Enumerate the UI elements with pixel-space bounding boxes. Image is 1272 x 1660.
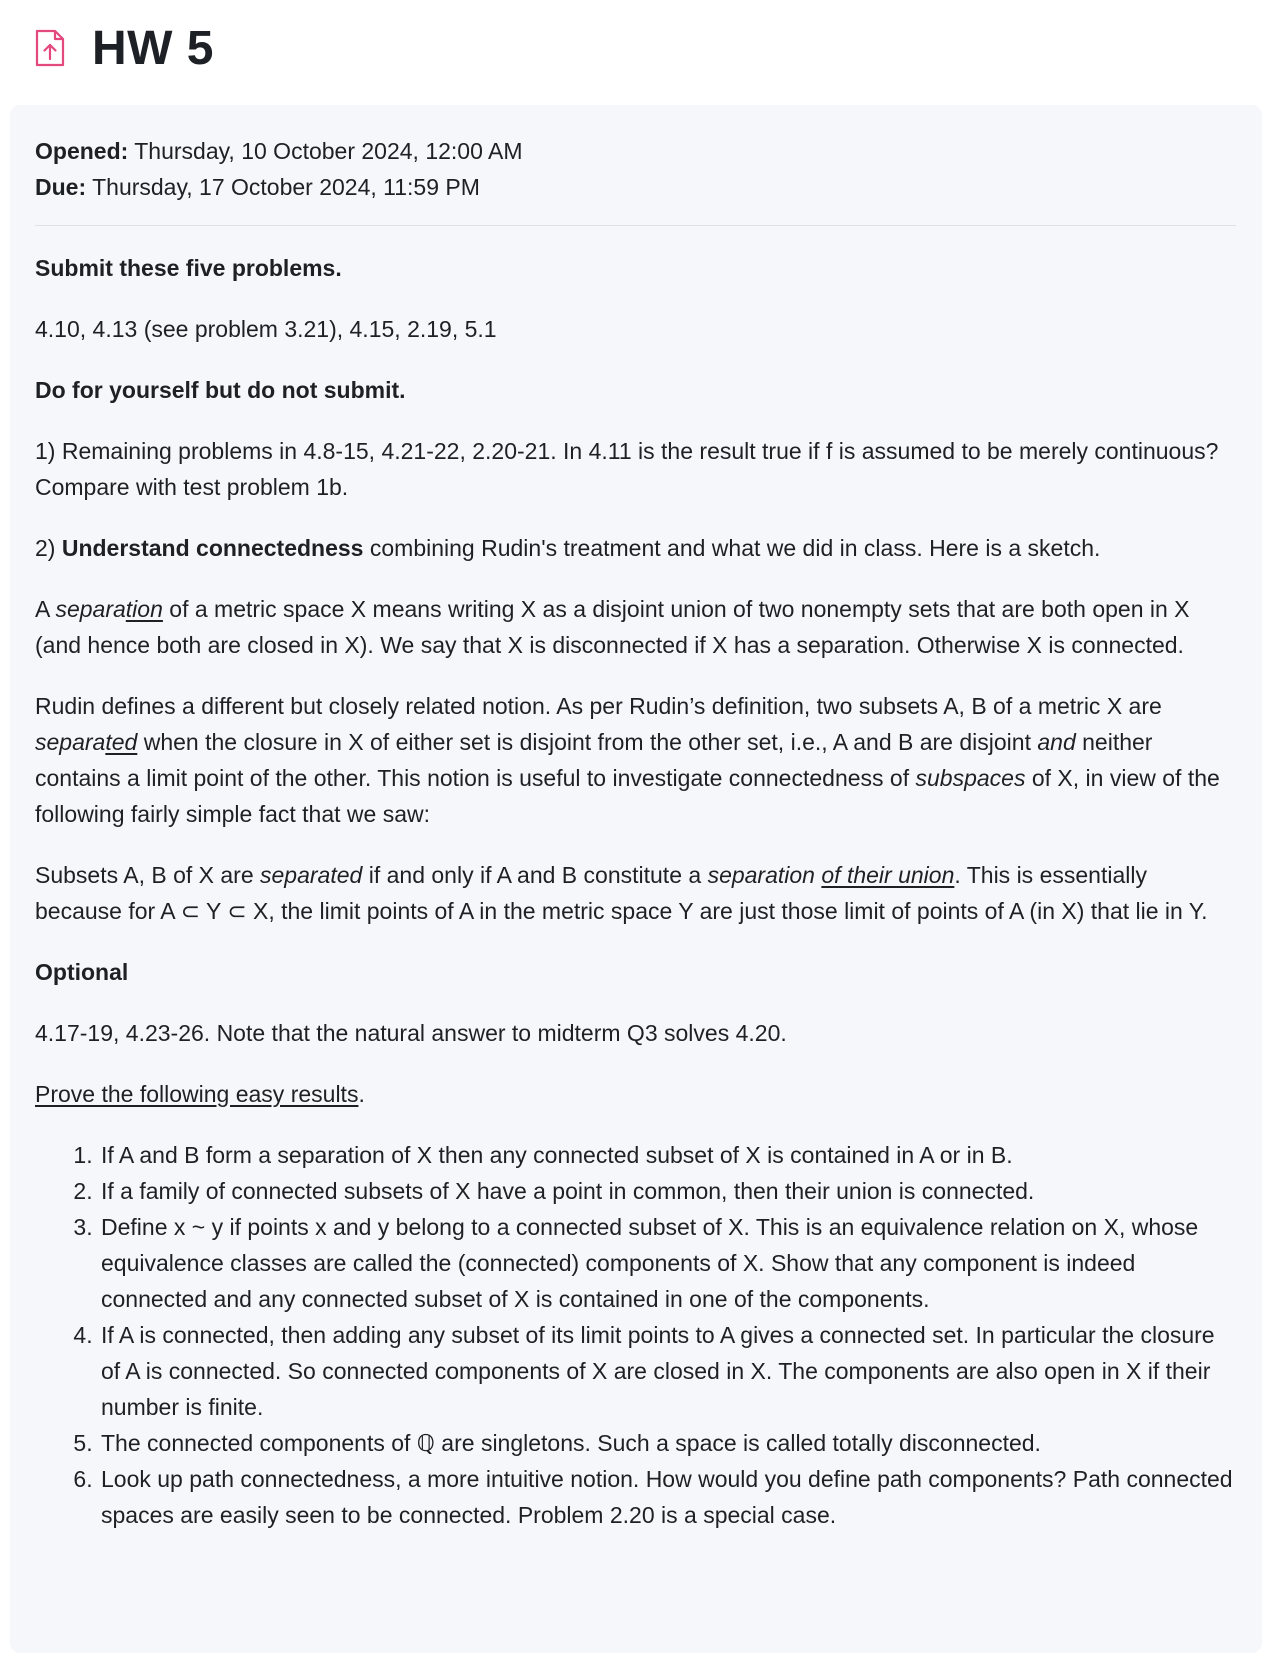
rudin-term-a: separa	[35, 729, 106, 755]
rudin-2: when the closure in X of either set is disjoint from the other set, i.e., A and B are disjoint	[137, 729, 1038, 755]
due-date	[35, 169, 1236, 205]
assignment-panel	[10, 105, 1262, 1653]
due-value: Thursday, 17 October 2024, 11:59 PM	[86, 174, 480, 200]
rudin-4: of X, in view of the following fairly simple fact that we saw:	[35, 765, 1220, 827]
page-title: HW 5	[92, 21, 214, 75]
submit-heading-text: Submit these five problems.	[35, 255, 342, 281]
prove-heading-text: Prove the following easy results	[35, 1081, 359, 1107]
list-item: 5. The connected components of ℚ are singletons. Such a space is called totally disconnected.	[99, 1425, 1236, 1461]
assignment-description	[35, 250, 1236, 1533]
submit-heading	[35, 250, 1236, 286]
sep-a: A	[35, 596, 56, 622]
results-list	[35, 1137, 1236, 1533]
list-item: 4. If A is connected, then adding any subset of its limit points to A gives a connected set. In particular the closure of A is connected. So connected components of X are closed in X. The components are also open in X if their number is finite.	[99, 1317, 1236, 1425]
activity-dates	[35, 133, 1236, 205]
opened-date	[35, 133, 1236, 169]
optional-heading	[35, 954, 1236, 990]
assignment-upload-icon	[34, 28, 66, 68]
fact-union: of their union	[821, 862, 955, 888]
opened-value: Thursday, 10 October 2024, 12:00 AM	[128, 138, 523, 164]
optional-list: 4.17-19, 4.23-26. Note that the natural answer to midterm Q3 solves 4.20.	[35, 1020, 787, 1046]
rudin-and: and	[1037, 729, 1076, 755]
rudin-paragraph	[35, 688, 1236, 832]
divider	[35, 225, 1236, 226]
rudin-1: Rudin defines a different but closely related notion. As per Rudin’s definition, two subsets A, B of a metric X are	[35, 693, 1162, 719]
list-item: 3. Define x ~ y if points x and y belong to a connected subset of X. This is an equivalence relation on X, whose equivalence classes are called the (connected) components of X. Show that any component is indeed connected and any connected subset of X is contained in one of the components.	[99, 1209, 1236, 1317]
self-heading-text: Do for yourself but do not submit.	[35, 377, 406, 403]
fact-3: . This is essentially because for A ⊂ Y ⊂ X, the limit points of A in the metric space Y are just those limit of points of A (in X) that lie in Y.	[35, 862, 1208, 924]
item-2-bold: Understand connectedness	[61, 535, 364, 561]
opened-label: Opened:	[35, 138, 129, 164]
submit-list: 4.10, 4.13 (see problem 3.21), 4.15, 2.19, 5.1	[35, 316, 497, 342]
rudin-3: neither contains a limit point of the other. This notion is useful to investigate connectedness of	[35, 729, 1153, 791]
optional-heading-text: Optional	[35, 959, 129, 985]
list-item: 2. If a family of connected subsets of X have a point in common, then their union is connected.	[99, 1173, 1236, 1209]
rudin-subspaces: subspaces	[915, 765, 1026, 791]
fact-1: Subsets A, B of X are	[35, 862, 261, 888]
list-item: 6. Look up path connectedness, a more intuitive notion. How would you define path components? Path connected spaces are easily seen to be connected. Problem 2.20 is a special case.	[99, 1461, 1236, 1533]
self-heading	[35, 372, 1236, 408]
prove-period: .	[358, 1081, 365, 1107]
item-2-prefix: 2)	[35, 535, 62, 561]
item-2	[35, 530, 1236, 566]
fact-paragraph	[35, 857, 1236, 929]
item-1: 1) Remaining problems in 4.8-15, 4.21-22, 2.20-21. In 4.11 is the result true if f is assumed to be merely continuous? Compare with test problem 1b.	[35, 438, 1219, 500]
prove-heading	[35, 1076, 1236, 1112]
page-header	[34, 20, 214, 76]
list-item: 1. If A and B form a separation of X then any connected subset of X is contained in A or in B.	[99, 1137, 1236, 1173]
sep-term-b: tion	[125, 596, 163, 622]
rudin-term-b: ted	[105, 729, 138, 755]
item-2-rest: combining Rudin's treatment and what we did in class. Here is a sketch.	[363, 535, 1101, 561]
separation-definition	[35, 591, 1236, 663]
fact-2: if and only if A and B constitute a	[362, 862, 708, 888]
fact-separated: separated	[260, 862, 363, 888]
due-label: Due:	[35, 174, 87, 200]
sep-rest: of a metric space X means writing X as a disjoint union of two nonempty sets that are both open in X (and hence both are closed in X). We say that X is disconnected if X has a separation. Otherwise X is connected.	[35, 596, 1190, 658]
fact-separation: separation	[707, 862, 815, 888]
sep-term-a: separa	[55, 596, 126, 622]
